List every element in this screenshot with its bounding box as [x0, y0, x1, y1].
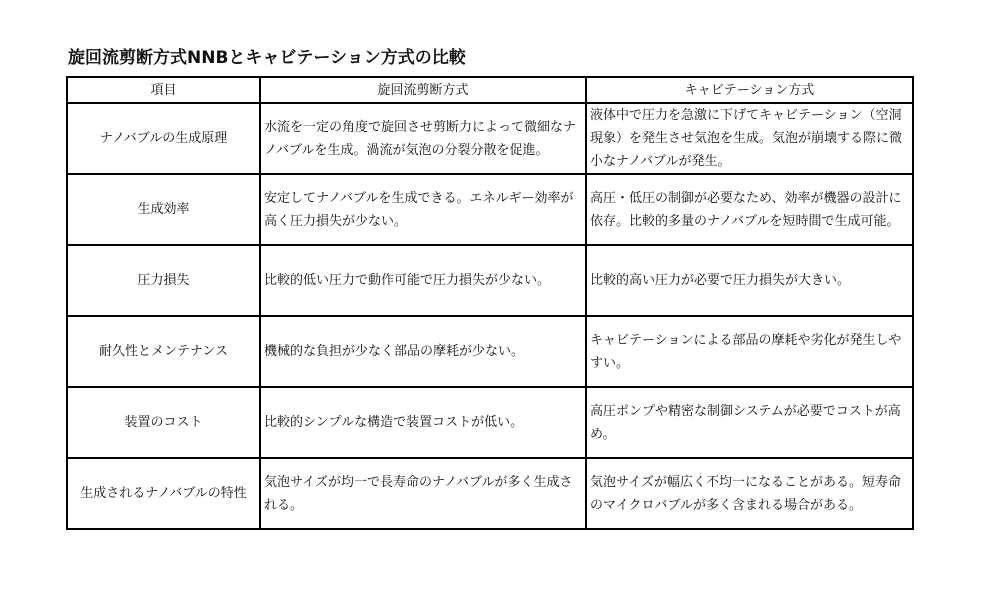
header-row	[67, 77, 913, 103]
cavitation-method-cell: 比較的高い圧力が必要で圧力損失が大きい。	[586, 245, 913, 316]
cavitation-method-cell: 気泡サイズが幅広く不均一になることがある。短寿命のマイクロバブルが多く含まれる場合がある。	[586, 458, 913, 529]
header-swirl-method: 旋回流剪断方式	[260, 77, 586, 103]
swirl-method-cell: 機械的な負担が少なく部品の摩耗が少ない。	[260, 316, 586, 387]
swirl-method-cell: 比較的低い圧力で動作可能で圧力損失が少ない。	[260, 245, 586, 316]
swirl-method-cell: 安定してナノバブルを生成できる。エネルギー効率が高く圧力損失が少ない。	[260, 174, 586, 245]
row-item-cell: 装置のコスト	[67, 387, 260, 458]
table-row	[67, 387, 913, 458]
table-row	[67, 174, 913, 245]
swirl-method-cell: 比較的シンプルな構造で装置コストが低い。	[260, 387, 586, 458]
cavitation-method-cell: 液体中で圧力を急激に下げてキャビテーション（空洞現象）を発生させ気泡を生成。気泡が崩壊する際に微小なナノバブルが発生。	[586, 103, 913, 174]
row-item-cell: 生成されるナノバブルの特性	[67, 458, 260, 529]
table-header	[67, 77, 913, 103]
header-item: 項目	[67, 77, 260, 103]
row-item-cell: 生成効率	[67, 174, 260, 245]
table-body	[67, 103, 913, 529]
document-title: 旋回流剪断方式NNBとキャビテーション方式の比較	[68, 48, 466, 68]
row-item-cell: 圧力損失	[67, 245, 260, 316]
table-row	[67, 458, 913, 529]
swirl-method-cell: 水流を一定の角度で旋回させ剪断力によって微細なナノバブルを生成。渦流が気泡の分裂分散を促進。	[260, 103, 586, 174]
cavitation-method-cell: 高圧・低圧の制御が必要なため、効率が機器の設計に依存。比較的多量のナノバブルを短時間で生成可能。	[586, 174, 913, 245]
row-item-cell: 耐久性とメンテナンス	[67, 316, 260, 387]
table-row	[67, 316, 913, 387]
table-row	[67, 103, 913, 174]
comparison-table	[66, 76, 914, 530]
table-row	[67, 245, 913, 316]
cavitation-method-cell: 高圧ポンプや精密な制御システムが必要でコストが高め。	[586, 387, 913, 458]
row-item-cell: ナノバブルの生成原理	[67, 103, 260, 174]
header-cavitation-method: キャビテーション方式	[586, 77, 913, 103]
swirl-method-cell: 気泡サイズが均一で長寿命のナノバブルが多く生成される。	[260, 458, 586, 529]
cavitation-method-cell: キャビテーションによる部品の摩耗や劣化が発生しやすい。	[586, 316, 913, 387]
